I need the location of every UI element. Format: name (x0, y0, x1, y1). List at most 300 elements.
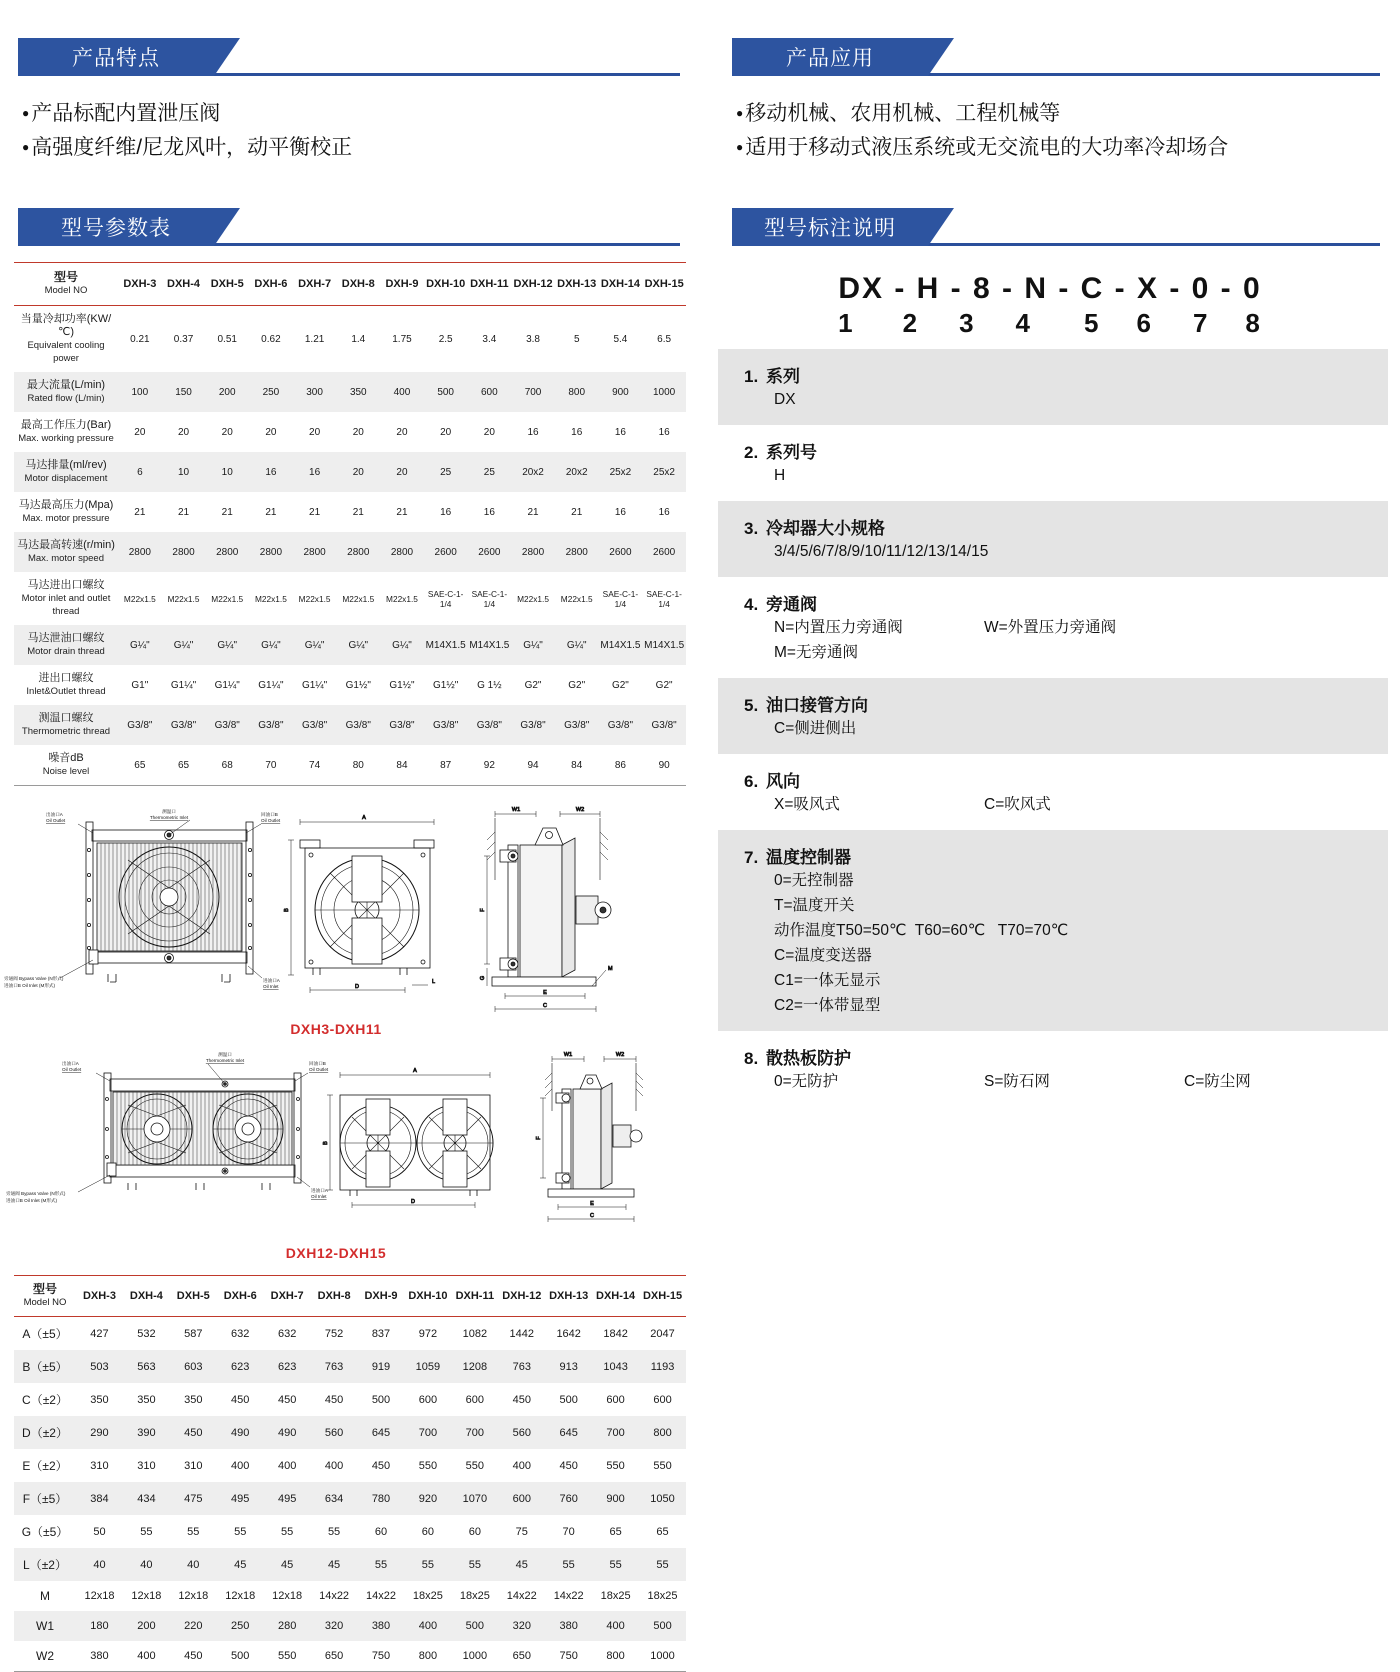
dim-cell: 70 (562, 1525, 575, 1538)
spec-cell: 2800 (521, 546, 545, 558)
section-title-applications: 产品应用 (786, 47, 874, 70)
legend-item-number: 3. (744, 519, 759, 538)
legend-item-title: 5. 油口接管方向 (744, 696, 868, 715)
dim-cell: 632 (231, 1327, 250, 1340)
dim-col-header: DXH-4 (123, 1276, 170, 1317)
dim-cell: 495 (277, 1492, 297, 1505)
legend-item-number: 2. (744, 443, 759, 462)
spec-cell: 21 (265, 506, 277, 518)
plan-view-dxh3 (300, 840, 434, 975)
dim-cell: 320 (324, 1620, 344, 1632)
dim-cell: 12x18 (131, 1590, 162, 1602)
model-code-position: 5 (1084, 308, 1101, 338)
spec-cell: 90 (658, 759, 670, 771)
spec-row-label-cn: 马达进出口螺纹 (27, 579, 105, 591)
spec-cell: M14X1.5 (644, 639, 685, 651)
spec-cell: SAE-C-1-1/4 (646, 588, 682, 609)
dim-cell: 600 (606, 1393, 625, 1406)
spec-row-label (14, 705, 118, 745)
dim-cell: 400 (137, 1650, 156, 1662)
legend-item-line: H (774, 467, 786, 484)
spec-cell: 80 (352, 759, 364, 771)
dim-cell: 310 (90, 1459, 109, 1472)
spec-cell: 1.4 (351, 333, 366, 345)
spec-table-row (14, 745, 686, 786)
spec-cell: G¼" (173, 639, 194, 651)
spec-cell: G¼" (261, 639, 281, 651)
spec-cell: SAE-C-1-1/4 (471, 588, 508, 609)
spec-cell: M14X1.5 (469, 639, 510, 651)
dim-cell: 450 (324, 1393, 344, 1406)
dim-label-B2: B (323, 1141, 329, 1145)
legend-item-row (774, 640, 1388, 665)
spec-cell: 700 (524, 386, 542, 398)
dim-cell: 750 (371, 1650, 391, 1662)
legend-item-line: 0=无控制器 (774, 872, 854, 889)
dim-row-label: L（±2） (23, 1558, 67, 1572)
dim-cell: 503 (90, 1360, 109, 1373)
applications-list (736, 98, 1400, 166)
dim-cell: 380 (90, 1650, 109, 1662)
side-view-dxh3 (487, 818, 611, 986)
section-banner-features (18, 38, 680, 76)
spec-cell: G1" (131, 679, 149, 691)
dim-col-header: DXH-8 (311, 1276, 358, 1317)
legend-item-number: 5. (744, 696, 759, 715)
dim-cell: 1642 (556, 1327, 581, 1340)
legend-item-option: M=无旁通阀 (774, 644, 858, 661)
model-code-position: 4 (1015, 308, 1032, 338)
model-code-string: DX - H - 8 - N - C - X - 0 - 0 (838, 272, 1262, 305)
spec-cell: 200 (218, 386, 236, 398)
dim-cell: 563 (137, 1360, 156, 1373)
spec-cell: 16 (658, 506, 670, 518)
dim-label-A2: A (413, 1068, 417, 1074)
spec-cell: 2600 (653, 546, 676, 558)
spec-cell: 20 (309, 426, 321, 438)
dim-label-A: A (362, 815, 366, 821)
legend-item-option: C=防尘网 (1184, 1073, 1251, 1090)
model-code-positions (700, 308, 1400, 339)
dim-cell: 550 (606, 1459, 625, 1472)
model-code-legend (718, 349, 1388, 1107)
spec-cell: 21 (571, 506, 583, 518)
model-code-position: 8 (1245, 308, 1262, 338)
legend-item-row (774, 1069, 1388, 1094)
spec-cell: 0.51 (217, 333, 237, 345)
dim-cell: 1442 (509, 1327, 534, 1340)
spec-row-label-en: Noise level (42, 766, 90, 777)
dim-cell: 450 (184, 1426, 203, 1439)
dim-label-W1: W1 (511, 807, 521, 813)
spec-cell: 86 (614, 759, 626, 771)
dim-cell: 12x18 (178, 1590, 209, 1602)
spec-cell: G¼" (566, 639, 587, 651)
spec-row-label-cn: 马达最高转速(r/min) (17, 539, 115, 551)
spec-cell: 0.21 (130, 333, 150, 345)
dim-table-row (14, 1548, 686, 1581)
dim-cell: 55 (374, 1558, 388, 1571)
spec-row-label-en: Thermometric thread (21, 726, 111, 737)
spec-table-row (14, 452, 686, 492)
spec-row-label (14, 412, 118, 452)
spec-row-label-en: Max. motor pressure (22, 513, 110, 524)
spec-cell: 2800 (259, 546, 283, 558)
dim-label-D2: D (411, 1199, 415, 1205)
legend-item-number: 8. (744, 1049, 759, 1068)
dim-cell: 490 (277, 1426, 297, 1439)
spec-cell: 1000 (653, 386, 676, 398)
spec-cell: 6.5 (657, 333, 672, 345)
legend-item-title: 3. 冷却器大小规格 (744, 519, 885, 538)
dim-table-row (14, 1416, 686, 1449)
spec-cell: 20 (352, 466, 364, 478)
spec-cell: 21 (352, 506, 364, 518)
dim-cell: 800 (418, 1650, 438, 1662)
spec-cell: 94 (527, 759, 539, 771)
anno-oil-outlet-a-en-2: Oil Outlet (62, 1067, 82, 1072)
spec-col-header: DXH-5 (205, 263, 249, 306)
spec-col-header: DXH-3 (118, 263, 162, 306)
dim-cell: 700 (606, 1426, 625, 1439)
spec-cell: G3/8" (651, 719, 677, 731)
application-item: ● 移动机械、农用机械、工程机械等 (736, 98, 1400, 132)
spec-cell: 16 (571, 426, 583, 438)
dim-col-header: DXH-6 (217, 1276, 264, 1317)
anno-oil-outlet-a-en: Oil Outlet (46, 818, 66, 823)
spec-cell: G3/8" (433, 719, 459, 731)
anno-bypass-line2: 进油口B Oil Inlet (M形式) (4, 983, 56, 988)
dim-label-M: M (608, 966, 613, 972)
spec-table-head (14, 263, 686, 306)
spec-cell: 600 (481, 386, 498, 398)
spec-cell: M14X1.5 (425, 639, 466, 651)
dim-table-row (14, 1449, 686, 1482)
dim-cell: 55 (140, 1525, 153, 1538)
spec-header-model-cn: 型号 (53, 270, 78, 284)
model-code-legend-item (718, 501, 1388, 577)
dim-cell: 40 (187, 1558, 200, 1571)
legend-item-line: 3/4/5/6/7/8/9/10/11/12/13/14/15 (774, 543, 989, 560)
dim-cell: 550 (418, 1459, 438, 1472)
right-column (700, 0, 1400, 1506)
spec-table (14, 262, 686, 786)
application-item: ● 适用于移动式液压系统或无交流电的大功率冷却场合 (736, 132, 1400, 166)
dim-col-header: DXH-11 (451, 1276, 498, 1317)
dim-cell: 280 (277, 1620, 297, 1632)
spec-col-header: DXH-9 (380, 263, 424, 306)
spec-row-label (14, 532, 118, 572)
dim-cell: 500 (231, 1650, 250, 1662)
spec-row-label-cn: 马达排量(ml/rev) (25, 459, 107, 471)
dim-cell: 434 (137, 1492, 156, 1505)
anno-oil-inlet-a-en: Oil Inlet (263, 984, 279, 989)
dim-cell: 400 (418, 1620, 438, 1632)
dim-cell: 45 (515, 1558, 528, 1571)
dim-cell: 919 (371, 1360, 391, 1373)
legend-item-title: 6. 风向 (744, 772, 800, 791)
legend-item-title: 1. 系列 (744, 367, 800, 386)
dim-col-header: DXH-3 (76, 1276, 123, 1317)
anno-bypass-line1-2: 旁通阀 Bypass Valve (N形式) (6, 1191, 66, 1196)
section-banner-spec-table (18, 208, 680, 246)
anno-bypass-line2-2: 进油口B Oil Inlet (M形式) (6, 1198, 58, 1203)
dim-cell: 65 (656, 1525, 669, 1538)
dim-cell: 500 (653, 1620, 672, 1632)
spec-table-row (14, 306, 686, 373)
left-column (0, 0, 700, 1663)
dim-col-header: DXH-9 (358, 1276, 405, 1317)
spec-cell: G¼" (304, 639, 325, 651)
dim-cell: 500 (371, 1393, 391, 1406)
spec-col-header: DXH-11 (468, 263, 512, 306)
features-list (22, 98, 700, 166)
dim-cell: 1000 (462, 1650, 488, 1662)
spec-cell: 16 (309, 466, 321, 478)
anno-thermometric-cn: 测温口 (162, 809, 176, 814)
side-view-dxh12 (545, 1063, 643, 1197)
spec-cell: 800 (568, 386, 586, 398)
dim-row-label: E（±2） (22, 1459, 68, 1473)
dim-cell: 12x18 (84, 1590, 115, 1602)
front-view-dxh3 (86, 822, 253, 982)
spec-cell: 65 (134, 759, 146, 771)
spec-cell: 20 (221, 426, 233, 438)
dim-cell: 700 (465, 1426, 485, 1439)
spec-cell: M22x1.5 (167, 593, 200, 604)
spec-cell: 2600 (434, 546, 457, 558)
dim-cell: 450 (231, 1393, 250, 1406)
spec-cell: G3/8" (214, 719, 240, 731)
section-banner-applications (732, 38, 1380, 76)
spec-cell: 2800 (565, 546, 588, 558)
spec-table-row (14, 492, 686, 532)
dim-cell: 763 (512, 1360, 531, 1373)
anno-thermometric-en: Thermometric Inlet (149, 815, 189, 820)
legend-item-line: DX (774, 391, 796, 408)
dim-cell: 310 (137, 1459, 156, 1472)
spec-row-label-en: Motor drain thread (27, 646, 105, 657)
spec-row-label (14, 745, 118, 786)
spec-cell: 70 (265, 759, 277, 771)
spec-row-label (14, 572, 118, 625)
drawing-svg-dxh3-dxh11 (0, 800, 672, 1030)
dim-row-label: G（±5） (21, 1525, 69, 1539)
model-code-position: 7 (1192, 308, 1210, 338)
feature-item: ● 产品标配内置泄压阀 (22, 98, 700, 132)
model-code-position: 1 (838, 308, 855, 338)
dim-cell: 1208 (462, 1360, 488, 1373)
drawing-svg-dxh12-dxh15 (0, 1047, 672, 1252)
dim-cell: 350 (90, 1393, 109, 1406)
legend-item-line: C1=一体无显示 (774, 972, 881, 989)
dim-cell: 1842 (603, 1327, 628, 1340)
dim-col-header: DXH-12 (498, 1276, 545, 1317)
dim-col-header: DXH-13 (545, 1276, 592, 1317)
anno-oil-outlet-a-cn: 出油口A (46, 812, 63, 817)
dim-cell: 1043 (603, 1360, 628, 1373)
spec-cell: 2800 (303, 546, 326, 558)
dim-cell: 780 (371, 1492, 391, 1505)
dim-label-W2: W2 (575, 807, 585, 813)
dim-cell: 1050 (650, 1492, 675, 1505)
spec-cell: M22x1.5 (254, 593, 287, 604)
spec-header-row (14, 263, 686, 306)
legend-item-option: X=吸风式 (774, 796, 840, 813)
anno-bypass-line1: 旁通阀 Bypass Valve (N形式) (4, 976, 64, 981)
dim-cell: 650 (324, 1650, 344, 1662)
dim-cell: 400 (277, 1459, 297, 1472)
spec-row-label-cn: 噪音dB (48, 752, 84, 764)
spec-cell: G3/8" (258, 719, 284, 731)
dim-cell: 220 (184, 1620, 203, 1632)
spec-cell: 1.75 (392, 333, 412, 345)
spec-col-header: DXH-12 (511, 263, 555, 306)
spec-cell: 65 (177, 759, 190, 771)
dim-cell: 550 (465, 1459, 485, 1472)
dim-table-wrap (14, 1275, 686, 1672)
dim-cell: 45 (327, 1558, 341, 1571)
dim-label-G: G (480, 975, 486, 981)
spec-cell: G1½" (389, 679, 415, 691)
spec-row-label-cn: 最大流量(L/min) (26, 379, 106, 391)
spec-cell: 3.8 (526, 333, 540, 345)
dim-cell: 972 (418, 1327, 438, 1340)
dim-cell: 623 (231, 1360, 250, 1373)
dim-col-header: DXH-10 (404, 1276, 451, 1317)
dim-table-row (14, 1350, 686, 1383)
spec-cell: G3/8" (520, 719, 546, 731)
dim-cell: 500 (465, 1620, 485, 1632)
spec-cell: SAE-C-1-1/4 (602, 588, 639, 609)
spec-row-label-cn: 马达最高压力(Mpa) (18, 499, 114, 511)
legend-item-line: T=温度开关 (774, 897, 855, 914)
spec-table-row (14, 705, 686, 745)
model-code-display (700, 272, 1400, 339)
spec-cell: M22x1.5 (123, 593, 156, 604)
spec-cell: G2" (655, 679, 673, 691)
dim-cell: 55 (234, 1525, 247, 1538)
spec-cell: 0.37 (173, 333, 194, 345)
spec-cell: 20 (483, 426, 495, 438)
spec-cell: G3/8" (301, 719, 328, 731)
legend-item-number: 6. (744, 772, 759, 791)
dim-cell: 180 (90, 1620, 109, 1632)
dim-header-model-en: Model NO (23, 1297, 67, 1308)
spec-cell: 21 (396, 506, 408, 518)
dim-cell: 1070 (462, 1492, 488, 1505)
dim-label-W2b: W2 (615, 1052, 625, 1058)
dim-cell: 40 (93, 1558, 106, 1571)
dim-row-label: W1 (36, 1619, 54, 1633)
spec-col-header: DXH-13 (555, 263, 599, 306)
spec-row-label-en: Max. motor speed (27, 553, 105, 564)
anno-oil-outlet-b-cn-2: 回油口B (309, 1061, 326, 1066)
spec-cell: G¼" (392, 639, 412, 651)
dim-row-label: B（±5） (22, 1360, 68, 1374)
spec-cell: 25x2 (653, 466, 675, 478)
dim-cell: 490 (231, 1426, 250, 1439)
spec-cell: 16 (614, 426, 626, 438)
spec-row-label-en: Motor displacement (24, 473, 108, 484)
dim-cell: 600 (653, 1393, 672, 1406)
dim-cell: 290 (90, 1426, 109, 1439)
dim-cell: 384 (90, 1492, 109, 1505)
spec-cell: 0.62 (261, 333, 281, 345)
model-code-legend-item (718, 577, 1388, 678)
drawing-dxh12-dxh15 (0, 1047, 700, 1261)
section-banner-model-code (732, 208, 1380, 246)
dim-cell: 700 (418, 1426, 438, 1439)
dim-cell: 450 (184, 1650, 203, 1662)
spec-row-label (14, 372, 118, 412)
spec-cell: 400 (393, 386, 411, 398)
spec-cell: G1¼" (301, 679, 328, 691)
spec-cell: 2800 (216, 546, 239, 558)
spec-cell: G¼" (217, 639, 238, 651)
dim-cell: 18x25 (647, 1590, 678, 1602)
spec-cell: 25 (440, 466, 452, 478)
section-title-features: 产品特点 (72, 47, 160, 70)
legend-item-row (774, 615, 1388, 640)
dim-cell: 14x22 (319, 1590, 350, 1602)
dim-cell: 380 (371, 1620, 391, 1632)
dim-cell: 752 (324, 1327, 344, 1340)
model-code-legend-item (718, 349, 1388, 425)
dim-cell: 18x25 (412, 1590, 443, 1602)
model-code-position: 6 (1136, 308, 1153, 338)
dim-label-L: L (432, 979, 436, 985)
spec-cell: 2600 (478, 546, 501, 558)
dim-cell: 40 (140, 1558, 153, 1571)
dim-cell: 55 (421, 1558, 435, 1571)
dim-cell: 400 (606, 1620, 625, 1632)
dim-header-model (14, 1276, 76, 1317)
section-title-model-code: 型号标注说明 (764, 217, 896, 240)
dim-row-label: D（±2） (22, 1426, 68, 1440)
dim-table-head (14, 1276, 686, 1317)
spec-header-model (14, 263, 118, 306)
legend-item-line: 动作温度T50=50℃ T60=60℃ T70=70℃ (774, 922, 1069, 939)
spec-cell: 68 (221, 759, 233, 771)
spec-cell: 20 (265, 426, 277, 438)
spec-cell: 2800 (172, 546, 195, 558)
spec-cell: 10 (177, 466, 190, 478)
dim-table-row (14, 1611, 686, 1641)
spec-cell: G¼" (523, 639, 543, 651)
model-code-legend-item (718, 425, 1388, 501)
spec-row-label-cn: 最高工作压力(Bar) (20, 419, 112, 431)
spec-cell: 84 (571, 759, 583, 771)
spec-cell: G1¼" (214, 679, 240, 691)
spec-cell: 100 (131, 386, 149, 398)
spec-cell: 2600 (609, 546, 632, 558)
spec-col-header: DXH-14 (599, 263, 643, 306)
spec-cell: 92 (483, 759, 495, 771)
drawing-caption-2: DXH12-DXH15 (285, 1245, 387, 1261)
dim-cell: 250 (231, 1620, 250, 1632)
spec-row-label-cn: 当量冷却功率(KW/℃) (20, 313, 112, 338)
model-code-position: 3 (959, 308, 976, 338)
spec-cell: 20 (352, 426, 364, 438)
spec-row-label-en: Rated flow (L/min) (27, 393, 105, 404)
legend-item-option: W=外置压力旁通阀 (984, 619, 1117, 636)
model-code-position: 2 (902, 308, 920, 338)
spec-cell: 20 (396, 426, 408, 438)
dim-cell: 1000 (650, 1650, 675, 1662)
spec-cell: M22x1.5 (298, 593, 331, 604)
spec-cell: G2" (611, 679, 629, 691)
